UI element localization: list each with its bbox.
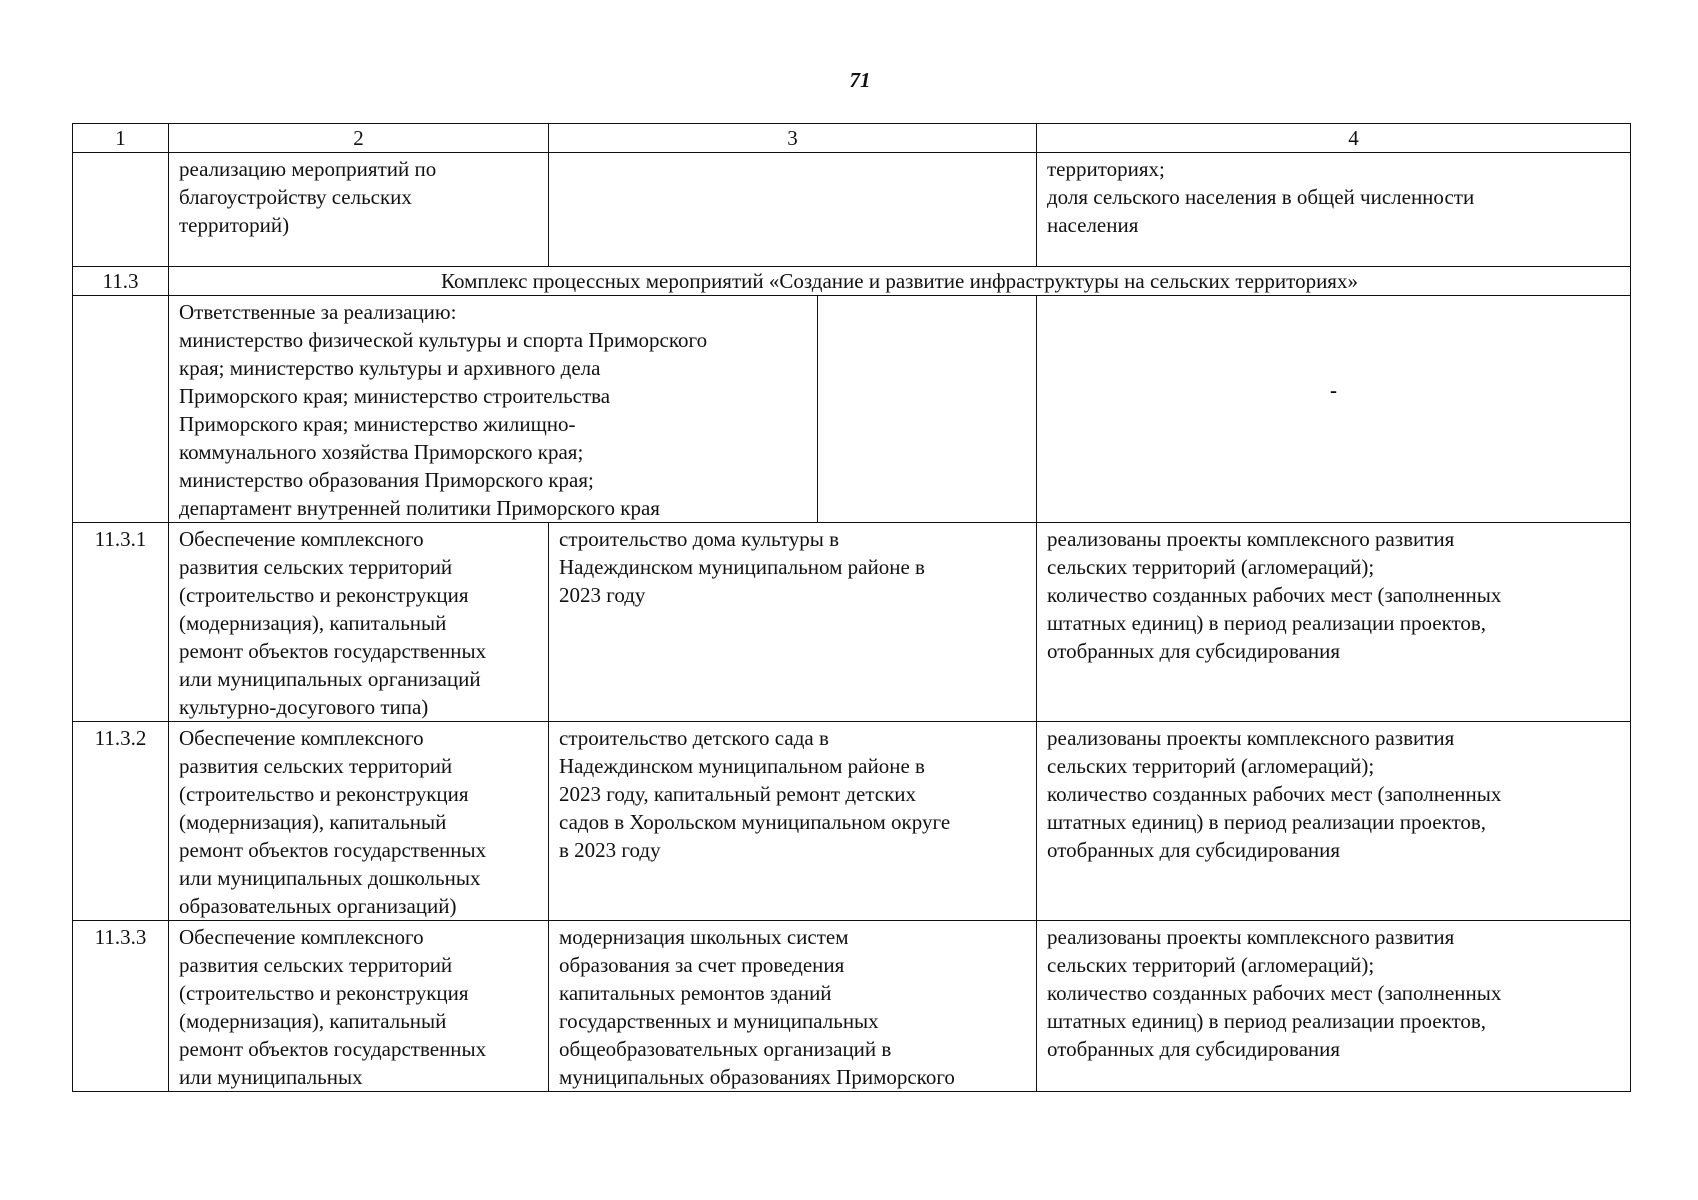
page-number: 71 bbox=[849, 68, 871, 92]
continuation-result bbox=[549, 153, 1037, 267]
continuation-row bbox=[73, 153, 1631, 267]
header-col-4: 4 bbox=[1037, 124, 1631, 153]
row-result: строительство детского сада в Надеждинском муниципальном районе в 2023 году, капитальный ремонт детских садов в Хорольском муниципальном округе в 2023 году bbox=[549, 722, 1037, 921]
responsible-list: Ответственные за реализацию: министерство физической культуры и спорта Приморского края; министерство культуры и архивного дела Приморского края; министерство строительства Приморского края; министерство жилищно- коммунального хозяйства Приморского края; министерство образования Приморского края; департамент внутренней политики Приморского края bbox=[169, 296, 818, 522]
header-col-2: 2 bbox=[169, 124, 549, 153]
table-row bbox=[73, 523, 1631, 722]
responsible-row bbox=[73, 296, 1631, 523]
row-indicators: реализованы проекты комплексного развития сельских территорий (агломераций); количество созданных рабочих мест (заполненных штатных единиц) в период реализации проектов, отобранных для субсидирования bbox=[1037, 921, 1631, 1092]
responsible-number bbox=[73, 296, 169, 523]
row-task: Обеспечение комплексного развития сельских территорий (строительство и реконструкция (модернизация), капитальный ремонт объектов государственных или муниципальных bbox=[169, 921, 549, 1092]
section-row bbox=[73, 267, 1631, 296]
row-task: Обеспечение комплексного развития сельских территорий (строительство и реконструкция (модернизация), капитальный ремонт объектов государственных или муниципальных дошкольных образовательных организаций) bbox=[169, 722, 549, 921]
row-indicators: реализованы проекты комплексного развития сельских территорий (агломераций); количество созданных рабочих мест (заполненных штатных единиц) в период реализации проектов, отобранных для субсидирования bbox=[1037, 523, 1631, 722]
responsible-spacer bbox=[818, 296, 1036, 522]
continuation-task: реализацию мероприятий по благоустройству сельских территорий) bbox=[169, 153, 549, 267]
row-result: модернизация школьных систем образования за счет проведения капитальных ремонтов зданий государственных и муниципальных общеобразовательных организаций в муниципальных образованиях Приморского bbox=[549, 921, 1037, 1092]
continuation-indicators: территориях; доля сельского населения в общей численности населения bbox=[1037, 153, 1631, 267]
measures-table bbox=[72, 123, 1631, 1092]
row-result: строительство дома культуры в Надеждинском муниципальном районе в 2023 году bbox=[549, 523, 1037, 722]
header-col-1: 1 bbox=[73, 124, 169, 153]
row-task: Обеспечение комплексного развития сельских территорий (строительство и реконструкция (модернизация), капитальный ремонт объектов государственных или муниципальных организаций культурно-досугового типа) bbox=[169, 523, 549, 722]
header-col-3: 3 bbox=[549, 124, 1037, 153]
table-row bbox=[73, 722, 1631, 921]
section-number: 11.3 bbox=[73, 267, 169, 296]
row-number: 11.3.3 bbox=[73, 921, 169, 1092]
continuation-number bbox=[73, 153, 169, 267]
section-title: Комплекс процессных мероприятий «Создание и развитие инфраструктуры на сельских территориях» bbox=[169, 267, 1631, 296]
row-number: 11.3.1 bbox=[73, 523, 169, 722]
responsible-dash: - bbox=[1037, 296, 1631, 523]
row-indicators: реализованы проекты комплексного развития сельских территорий (агломераций); количество созданных рабочих мест (заполненных штатных единиц) в период реализации проектов, отобранных для субсидирования bbox=[1037, 722, 1631, 921]
table-row bbox=[73, 921, 1631, 1092]
row-number: 11.3.2 bbox=[73, 722, 169, 921]
table-header-row bbox=[73, 124, 1631, 153]
